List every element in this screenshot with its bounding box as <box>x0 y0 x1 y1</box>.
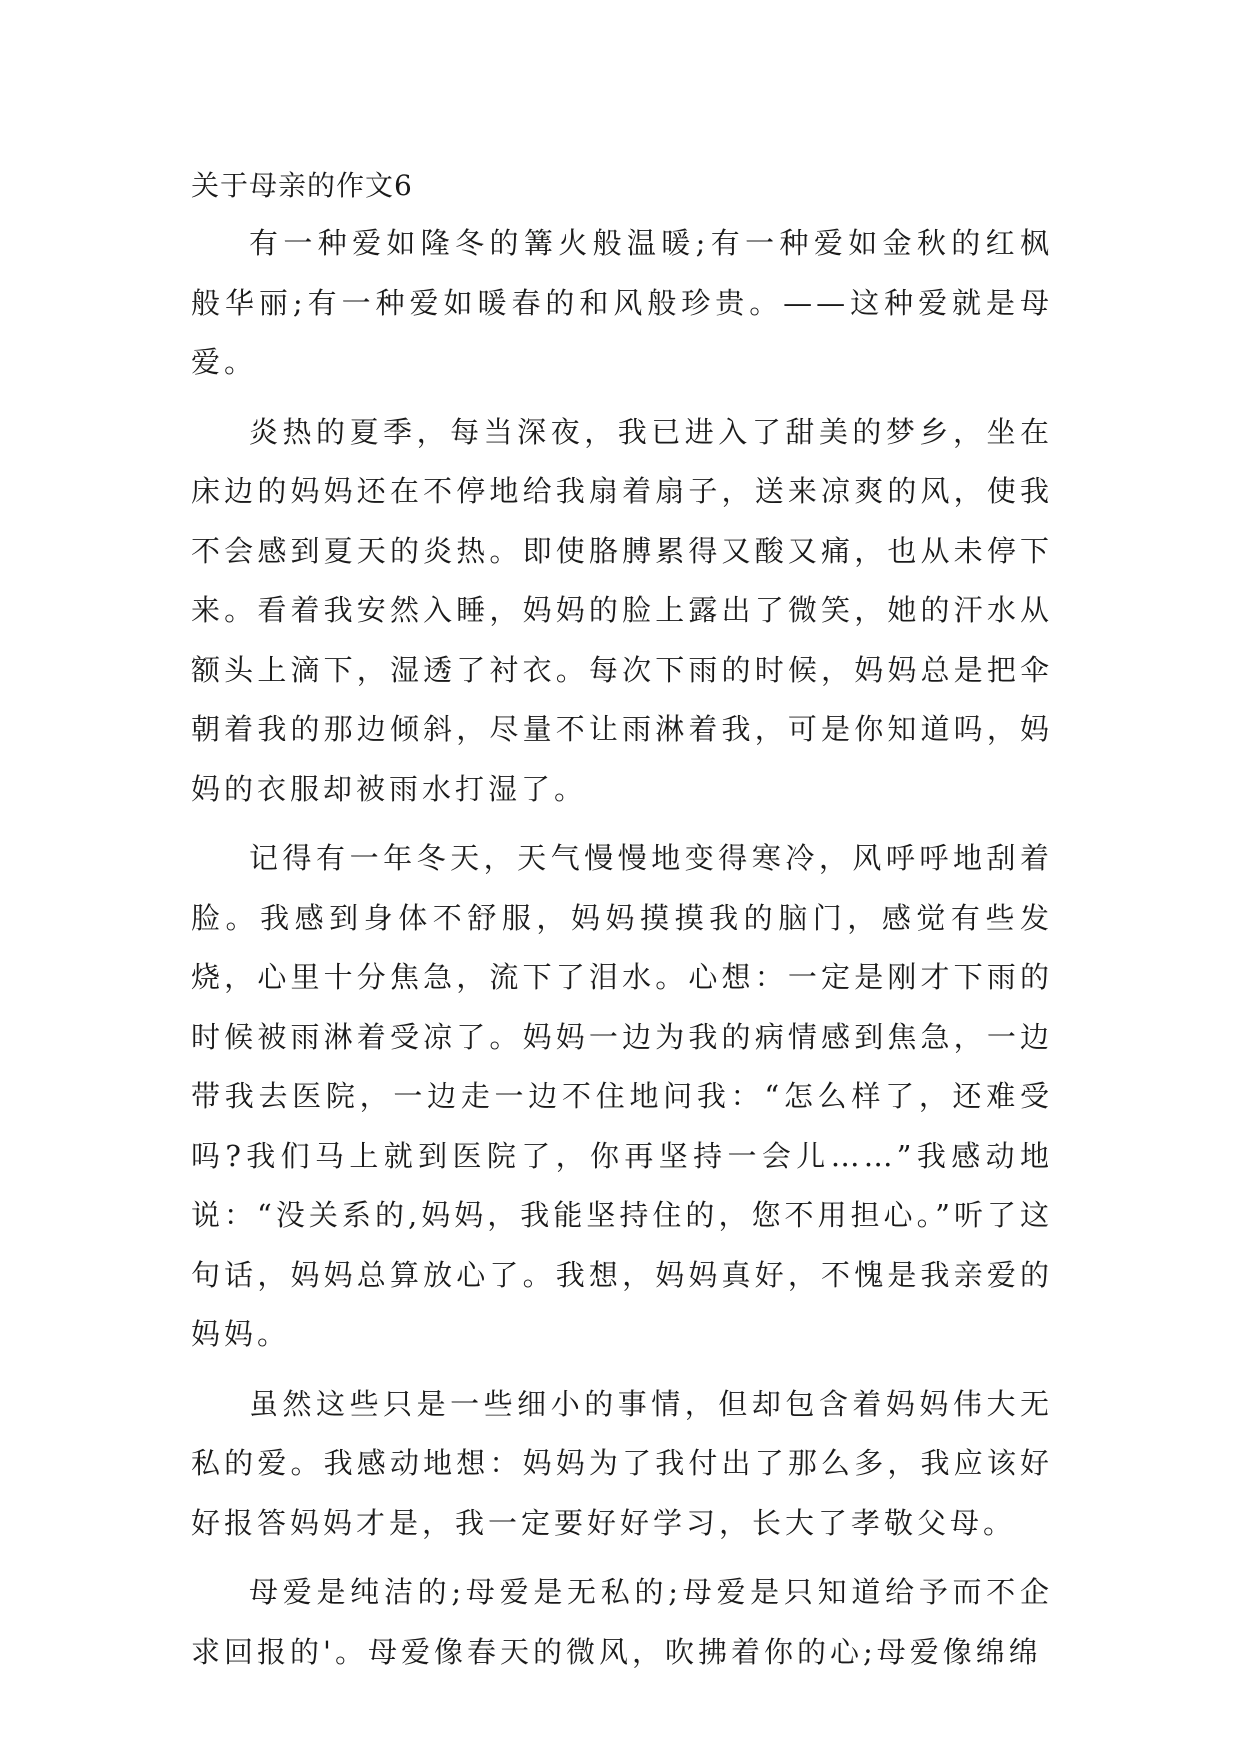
paragraph-summer: 炎热的夏季，每当深夜，我已进入了甜美的梦乡，坐在床边的妈妈还在不停地给我扇着扇子，送来凉爽的风，使我不会感到夏天的炎热。即使胳膊累得又酸又痛，也从未停下来。看着我安然入睡，妈妈的脸上露出了微笑，她的汗水从额头上滴下，湿透了衬衣。每次下雨的时候，妈妈总是把伞朝着我的那边倾斜，尽量不让雨淋着我，可是你知道吗，妈妈的衣服却被雨水打湿了。 <box>191 414 1053 806</box>
paragraph-conclusion: 母爱是纯洁的;母爱是无私的;母爱是只知道给予而不企求回报的'。母爱像春天的微风，吹拂着你的心;母爱像绵绵 <box>191 1575 1053 1669</box>
paragraph-winter: 记得有一年冬天，天气慢慢地变得寒冷，风呼呼地刮着脸。我感到身体不舒服，妈妈摸摸我的脑门，感觉有些发烧，心里十分焦急，流下了泪水。心想：一定是刚才下雨的时候被雨淋着受凉了。妈妈一边为我的病情感到焦急，一边带我去医院，一边走一边不住地问我：“怎么样了，还难受吗?我们马上就到医院了，你再坚持一会儿……”我感动地说：“没关系的,妈妈，我能坚持住的，您不用担心。”听了这句话，妈妈总算放心了。我想，妈妈真好，不愧是我亲爱的妈妈。 <box>191 841 1053 1351</box>
document-title: 关于母亲的作文6 <box>191 169 413 202</box>
paragraph-intro: 有一种爱如隆冬的篝火般温暖;有一种爱如金秋的红枫般华丽;有一种爱如暖春的和风般珍贵。——这种爱就是母爱。 <box>191 226 1053 379</box>
document-body <box>191 158 1053 1692</box>
paragraph-reflection: 虽然这些只是一些细小的事情，但却包含着妈妈伟大无私的爱。我感动地想：妈妈为了我付出了那么多，我应该好好报答妈妈才是，我一定要好好学习，长大了孝敬父母。 <box>191 1386 1053 1540</box>
